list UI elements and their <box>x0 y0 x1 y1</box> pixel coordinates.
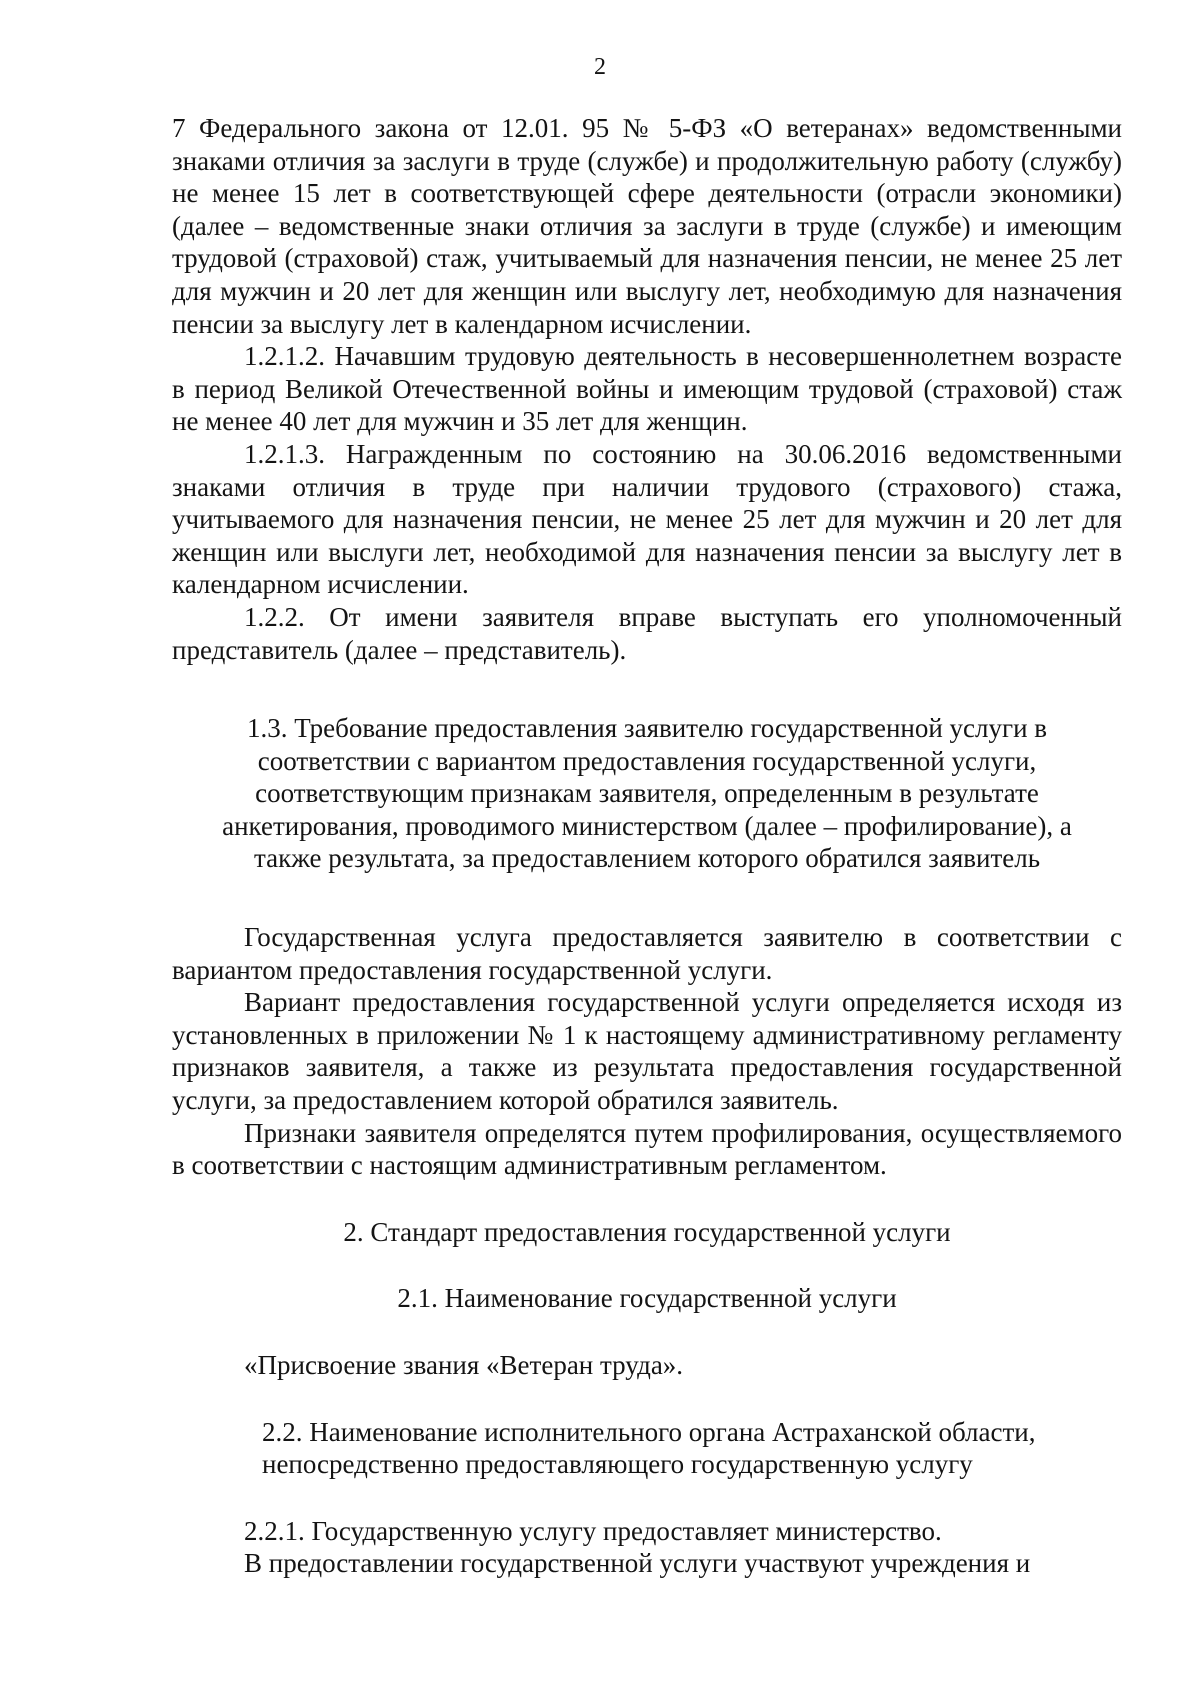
paragraph-1-2-1-3: 1.2.1.3. Награжденным по состоянию на 30.06.2016 ведомственными знаками отличия в труде при наличии трудового (страхового) стажа, учитываемого для назначения пенсии, не менее 25 лет для мужчин и 20 лет для женщин или выслуги лет, необходимой для назначения пенсии за выслугу лет в календарном исчислении. <box>172 438 1122 600</box>
paragraph-1-2-2: 1.2.2. От имени заявителя вправе выступать его уполномоченный представитель (далее – представитель). <box>172 601 1122 665</box>
section-heading-2-2: 2.2. Наименование исполнительного органа Астраханской области, непосредственно предоставляющего государственную услугу <box>262 1416 1036 1480</box>
page-number: 2 <box>594 54 606 80</box>
paragraph-variant-determination: Вариант предоставления государственной услуги определяется исходя из установленных в приложении № 1 к настоящему административному регламенту признаков заявителя, а также из результата предоставления государственной услуги, за предоставлением которой обратился заявитель. <box>172 987 1122 1116</box>
paragraph-service-name: «Присвоение звания «Ветеран труда». <box>244 1350 684 1380</box>
section-heading-1-3: 1.3. Требование предоставления заявителю государственной услуги в соответствии с вариантом предоставления государственной услуги, соответствующим признакам заявителя, определенным в результате анкетирования, проводимого министерством (далее – профилирование), а также результата, за предоставлением которого обратился заявитель <box>222 713 1072 874</box>
paragraph-2-2-1: 2.2.1. Государственную услугу предоставляет министерство. <box>244 1515 942 1546</box>
section-heading-2-1: 2.1. Наименование государственной услуги <box>397 1283 897 1314</box>
paragraph-1-2-1-2: 1.2.1.2. Начавшим трудовую деятельность в несовершеннолетнем возрасте в период Великой Отечественной войны и имеющим трудовой (страховой) стаж не менее 40 лет для мужчин и 35 лет для женщин. <box>172 341 1122 437</box>
document-body <box>172 112 1122 1580</box>
paragraph-participating-institutions: В предоставлении государственной услуги участвуют учреждения и <box>244 1548 1031 1579</box>
paragraph-continuation: 7 Федерального закона от 12.01. 95 № 5-ФЗ «О ветеранах» ведомственными знаками отличия за заслуги в труде (службе) и продолжительную работу (службу) не менее 15 лет в соответствующей сфере деятельности (отрасли экономики) (далее – ведомственные знаки отличия за заслуги в труде (службе) и имеющим трудовой (страховой) стаж, учитываемый для назначения пенсии, не менее 25 лет для мужчин и 20 лет для женщин или выслугу лет, необходимую для назначения пенсии за выслугу лет в календарном исчислении. <box>172 113 1122 339</box>
paragraph-applicant-criteria: Признаки заявителя определятся путем профилирования, осуществляемого в соответствии с настоящим административным регламентом. <box>172 1117 1122 1181</box>
section-heading-2: 2. Стандарт предоставления государственной услуги <box>343 1216 951 1247</box>
paragraph-service-variant: Государственная услуга предоставляется заявителю в соответствии с вариантом предоставления государственной услуги. <box>172 922 1122 985</box>
